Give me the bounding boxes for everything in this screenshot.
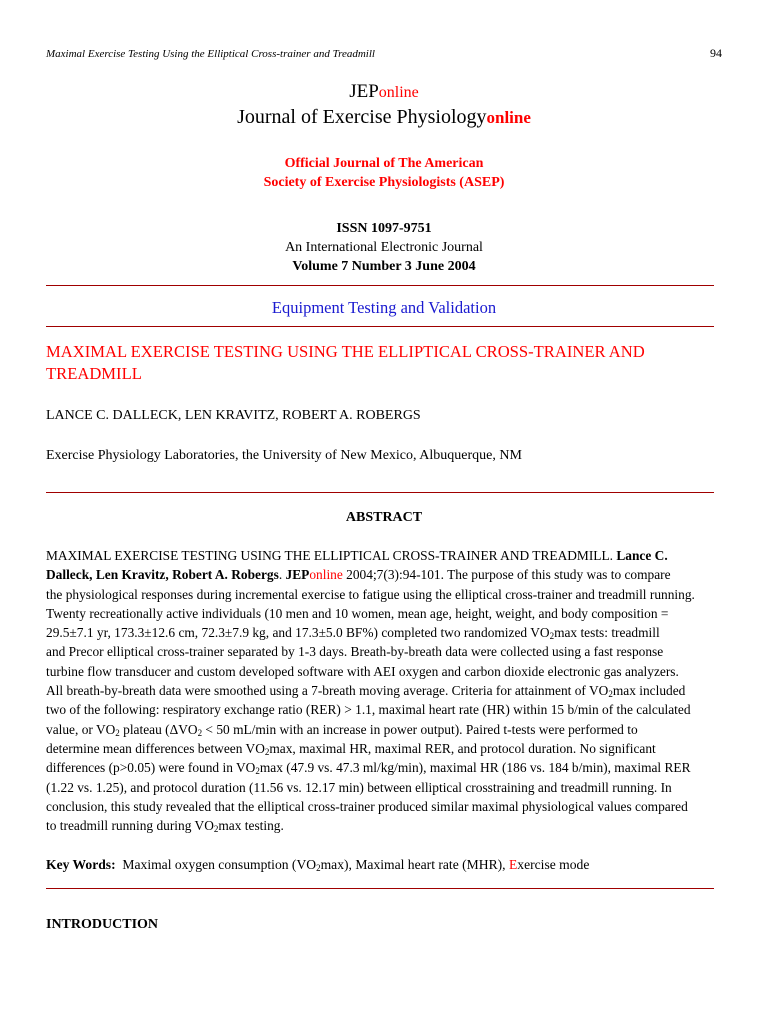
journal-full-name [0,106,768,129]
abstract-line: turbine flow transducer and custom developed software with AEI oxygen and carbon dioxide electronic gas analyzers. [46,663,679,679]
issn: ISSN 1097-9751 [336,221,432,236]
abstract-line: conclusion, this study revealed that the elliptical cross-trainer produced similar maximal physiological values compared [46,798,688,814]
key-words-label: Key Words: [46,857,116,872]
article-title [46,341,722,385]
abstract-line: (1.22 vs. 1.25), and protocol duration (11.56 vs. 12.17 min) between elliptical crosstraining and treadmill running. In [46,779,672,795]
section-label: Equipment Testing and Validation [271,298,497,317]
abstract-line: determine mean differences between $VO_2\max$, maximal HR, maximal RER, and protocol duration. No significant [46,740,656,757]
jep-label: JEP [349,81,379,102]
page-number: 94 [710,46,722,60]
volume-line: Volume 7 Number 3 June 2004 [292,259,476,274]
journal-online-label: online [486,108,531,127]
abstract-line: 29.5±7.1 yr, 173.3±12.6 cm, 72.3±7.9 kg, and 17.3±5.0 BF%) completed two randomized $VO_2\max$ tests: treadmill [46,625,660,642]
abstract-line: value, or $VO_2$ plateau ($\Delta VO_2 < 50$ mL/min with an increase in power output). Paired t-tests were performed to [46,721,638,738]
abstract-line: the physiological responses during incremental exercise to fatigue using the elliptical cross-trainer and treadmill running. [46,586,695,602]
abstract-line: and Precor elliptical cross-trainer separated by 1-3 days. Breath-by-breath data were collected using a fast response [46,644,664,660]
abstract-line: Dalleck, Len Kravitz, Robert A. Robergs. JEPonline 2004;7(3):94-101. The purpose of this study was to compare [46,567,671,583]
official-journal-line1: Official Journal of The American [284,156,484,171]
abstract-line: two of the following: respiratory exchange ratio (RER) > 1.1, maximal heart rate (HR) within 15 b/min of the calculated [46,702,691,718]
journal-name: Journal of Exercise Physiology [237,106,487,128]
official-journal-line2: Society of Exercise Physiologists (ASEP) [263,175,505,190]
abstract-line: differences (p>0.05) were found in $VO_2\max$ (47.9 vs. 47.3 ml/kg/min), maximal HR (186 vs. 184 b/min), maximal RER [46,760,691,777]
affiliation: Exercise Physiology Laboratories, the University of New Mexico, Albuquerque, NM [46,448,522,463]
abstract-heading: ABSTRACT [345,510,423,525]
abstract-body [46,546,722,835]
abstract-line: MAXIMAL EXERCISE TESTING USING THE ELLIPTICAL CROSS-TRAINER AND TREADMILL. Lance C. [46,548,668,563]
online-label: online [378,84,419,101]
journal-subtitle: An International Electronic Journal [285,240,483,255]
article-title-line: MAXIMAL EXERCISE TESTING USING THE ELLIPTICAL CROSS-TRAINER AND [46,342,645,361]
abstract-line: All breath-by-breath data were smoothed using a 7-breath moving average. Criteria for attainment of $VO_2\max$ included [46,683,686,700]
article-title-line: TREADMILL [46,364,142,383]
divider [46,492,714,493]
key-words: Key Words: Maximal oxygen consumption $(VO_2\max)$, Maximal heart rate (MHR), Exercise mode [46,857,590,873]
divider [46,326,714,327]
abstract-line: to treadmill running during $VO_2\max$ testing. [46,818,284,835]
divider [46,888,714,889]
running-header [46,48,722,64]
abstract-line: Twenty recreationally active individuals (10 men and 10 women, mean age, height, weight, and body composition = [46,605,669,621]
journal-short-name [0,81,768,103]
introduction-heading: INTRODUCTION [46,917,159,932]
divider [46,285,714,286]
running-title: Maximal Exercise Testing Using the Elliptical Cross-trainer and Treadmill [46,48,375,60]
authors: LANCE C. DALLECK, LEN KRAVITZ, ROBERT A. ROBERGS [46,408,421,423]
